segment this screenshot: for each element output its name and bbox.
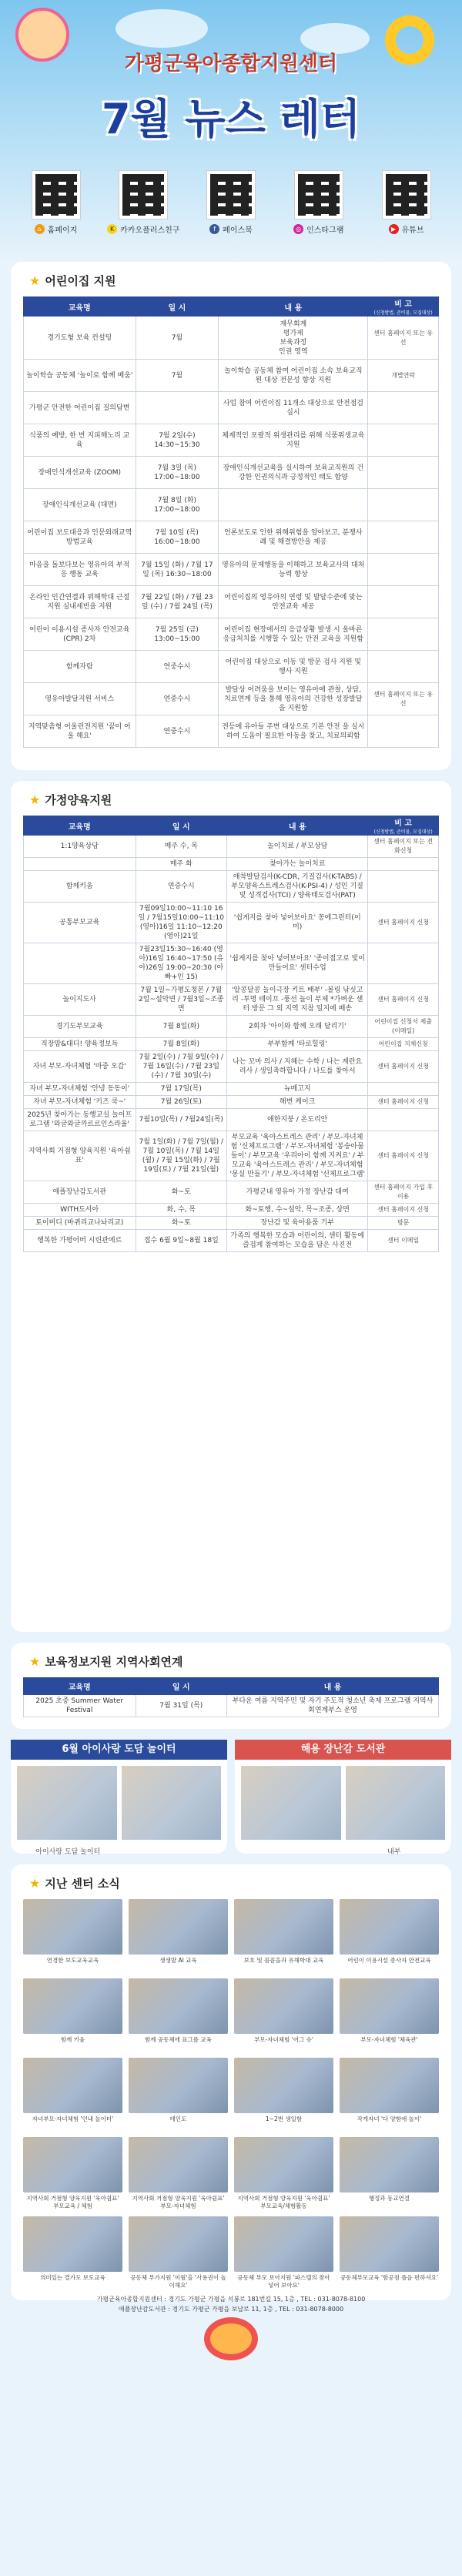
cell-date: 7월10일(목) / 7월24일(목): [136, 1109, 227, 1131]
news-item: [340, 2216, 439, 2290]
qr-code[interactable]: [119, 171, 167, 219]
content-line: 어린이집 대상으로 이동 및 방문 검사 지원 및 행사 지원: [225, 658, 362, 675]
cell-name: 함께키움: [24, 871, 136, 903]
news-photo: [129, 2137, 228, 2192]
cell-name: WITH도서아: [24, 1204, 136, 1217]
cell-date: 매주 수, 목: [136, 836, 227, 858]
star-icon: ★: [29, 792, 41, 807]
table-row: [24, 1038, 439, 1051]
cell-content: 부모교육 '육아스트레스 관리' / 부모-자녀체험 '신체프로그램' / 부모-자녀체험 '봉숭아물들이' / 부모교육 '우리아이 함께 지켜요' / 부모교육 '육아스트레스 관리' / 부모-자녀체험 '몽실 만들기' / 부모-자녀체험 '신체프로그램': [227, 1131, 368, 1181]
cell-date: 접수 6월 9일~8월 18일: [136, 1230, 227, 1252]
news-item: [340, 1899, 439, 1972]
table-row: [24, 489, 439, 521]
toy-library-photo: [241, 1766, 341, 1840]
news-photo: [129, 1978, 228, 2034]
qr-instagram[interactable]: [282, 171, 355, 235]
news-item: [234, 1899, 333, 1972]
news-caption: 공동체 부모 보아지원 '파스텔의 찾아 넣어 보아요': [237, 2274, 330, 2289]
cell-note: [368, 586, 439, 618]
news-item: [129, 2137, 228, 2210]
cell-content: '쉽게지를 찾아 넣어보아요' '종이접고로 빛이 만들어요' 센터수업: [227, 943, 368, 984]
news-caption: 어린이 이용시설 종사자 안전교육: [347, 1957, 431, 1964]
news-photo: [23, 1899, 122, 1955]
cell-date: 연중수시: [136, 715, 219, 748]
cell-name: 어린이 이용시설 종사자 안전교육(CPR) 2차: [24, 618, 136, 651]
cell-date: 7월 3일 (목) 17:00~18:00: [136, 457, 219, 489]
table-row: [24, 360, 439, 392]
cell-content: 화~토행, 수~설악, 목~조종, 상면: [227, 1204, 368, 1217]
cell-note: 어린이집 신청서 제출(이메일): [368, 1016, 439, 1038]
table-row: [24, 836, 439, 858]
qr-label: 유튜브: [401, 226, 424, 235]
news-photo: [23, 2137, 122, 2192]
table-row: [24, 392, 439, 424]
news-photo: [129, 2058, 228, 2113]
cell-name: 직장맘&대디! 양육정보독: [24, 1038, 136, 1051]
cell-date: 7월 25일 (금) 13:00~15:00: [136, 618, 219, 651]
news-caption: 연경한 보도교육교육: [46, 1957, 99, 1964]
news-item: [23, 1978, 122, 2052]
content-line: 재무회계: [280, 320, 307, 328]
content-line: 언론보도로 인한 위해위험을 알아보고, 분쟁사례 및 해결방안을 제공: [224, 528, 363, 546]
table-row: [24, 1695, 439, 1717]
cell-content: [219, 651, 368, 683]
cell-note: [368, 521, 439, 554]
photo-caption: [241, 1846, 343, 1856]
home-parenting-table: [23, 816, 439, 1252]
qr-youtube[interactable]: [370, 171, 443, 235]
table-row: [24, 903, 439, 943]
star-icon: ★: [29, 273, 41, 288]
qr-code[interactable]: [383, 171, 430, 219]
news-photo: [340, 2058, 439, 2113]
cell-note: [368, 871, 439, 903]
playground-photo: [122, 1766, 222, 1840]
cell-content: 해변 케이크: [227, 1096, 368, 1109]
news-caption: 공동체부모교육 '함공점 플음 편하셔요': [340, 2274, 439, 2281]
content-line: 평가제: [283, 329, 303, 337]
cell-name: 온라인 인간연결과 위해학대 근절 지원 실내세빈을 지원: [24, 586, 136, 618]
cell-date: 7월: [136, 317, 219, 360]
cell-content: 장난감 및 육아용품 기부: [227, 1217, 368, 1230]
cell-name: 가평군 안전한 어린이집 질의답변: [24, 392, 136, 424]
content-line: 보육과정: [280, 338, 307, 347]
cell-note: [368, 457, 439, 489]
instagram-icon: ◎: [293, 224, 303, 234]
news-photo: [23, 1978, 122, 2034]
cell-note: [368, 618, 439, 651]
child-float-illustration: [204, 2317, 258, 2360]
qr-code[interactable]: [295, 171, 343, 219]
news-photo: [234, 1899, 333, 1955]
table-row: [24, 1131, 439, 1181]
community-link-table: [23, 1677, 439, 1717]
col-header: 내 용: [227, 1678, 439, 1695]
youtube-icon: ▶: [389, 224, 399, 234]
table-row: [24, 1096, 439, 1109]
cell-note: 어린이집 지체신청: [368, 1038, 439, 1051]
kakao-icon: K: [107, 224, 117, 234]
news-caption: 행정과 동교연결: [368, 2195, 410, 2202]
section-title: ★ 지난 센터 소식: [29, 1876, 120, 1891]
cell-name: 경기도부모교육: [24, 1016, 136, 1038]
cell-content: [219, 360, 368, 392]
photo-caption: [119, 1846, 222, 1856]
cell-date: 7월 10일 (목) 16:00~18:00: [136, 521, 219, 554]
cell-name: 자녀 부모-자녀체험 '마중 오감': [24, 1051, 136, 1083]
table-row: [24, 317, 439, 360]
cell-name: 장애인식개선교육 (ZOOM): [24, 457, 136, 489]
content-line: 발달상 어려움을 보이는 영유아에 관찰, 상담, 치료연계 등을 통해 영유아의 건강한 성장발달을 지원함: [224, 685, 363, 712]
col-header: 일 시: [136, 297, 219, 317]
cell-content: [219, 586, 368, 618]
cell-note: 센터 홈페이지 신청: [368, 984, 439, 1016]
header-banner: [0, 0, 462, 262]
content-line: 체계적인 포괄적 위생관리를 위해 식품위생교육 지원: [222, 431, 365, 449]
news-item: [129, 1978, 228, 2052]
playground-card: [11, 1740, 227, 1854]
cell-content: 찾아가는 놀이치료: [227, 858, 368, 871]
table-row: [24, 1016, 439, 1038]
col-header: 내 용: [227, 816, 368, 836]
news-item: [234, 2137, 333, 2210]
table-row: [24, 984, 439, 1016]
cell-content: 애한지붕 / 온도리안: [227, 1109, 368, 1131]
table-row: [24, 424, 439, 457]
cell-name: 놀이지도사: [24, 984, 136, 1016]
cell-date: 7월23일15:30~16:40 (영아)16일 16:40~17:50 (유아)26일 19:00~20:30 (아빠+인 15): [136, 943, 227, 984]
cell-note: 센터 홈페이지 신청: [368, 1204, 439, 1217]
section-title: ★ 가정양육지원: [29, 792, 112, 807]
center-address: 가평군육아종합지원센터 : 경기도 가평군 가평읍 석봉로 181번길 15, 1층 , TEL : 031-8078-8100: [96, 2296, 366, 2303]
cell-note: 센터 홈페이지 신청: [368, 1096, 439, 1109]
cell-note: 센터 홈페이지 또는 전화신청: [368, 836, 439, 858]
cell-content: 2회차 '아이와 함께 오래 달리기': [227, 1016, 368, 1038]
news-caption: 1~2번 생일함: [265, 2115, 303, 2122]
toy-library-address: 애플장난감도서관 : 경기도 가평군 가평읍 보납로 11, 1층 , TEL : 031-8078-8000: [118, 2306, 344, 2313]
qr-kakao[interactable]: [107, 171, 180, 235]
news-caption: 함께 공동체에 표그를 교육: [145, 2036, 212, 2043]
news-photo: [234, 1978, 333, 2034]
cell-date: 연중수시: [136, 871, 227, 903]
qr-label: 인스타그램: [306, 226, 344, 235]
col-header: 일 시: [136, 816, 227, 836]
news-photo: [340, 1978, 439, 2034]
content-line: 놀이학습 공동체 참여 어린이집 소속 보육교직원 대상 전문성 향상 지원: [224, 367, 363, 384]
table-row: [24, 871, 439, 903]
cell-name: 자녀 부모-자녀체험 '키즈 쿡~': [24, 1096, 136, 1109]
cell-date: 연중수시: [136, 651, 219, 683]
cell-note: 센터 홈페이지 신청: [368, 1051, 439, 1083]
home-icon: ⌂: [35, 224, 45, 234]
photo-caption: 아이사랑 도담 놀이터: [35, 1848, 101, 1856]
cell-name: 식품의 예방, 한 번 지피해노리 교육: [24, 424, 136, 457]
qr-facebook[interactable]: [195, 171, 268, 235]
content-line: 어린이집의 영유아의 연령 및 발달수준에 맞는 안전교육 제공: [224, 593, 363, 611]
cell-name: 공통부모교육: [24, 903, 136, 943]
cell-date: 7월 31일 (목): [136, 1695, 227, 1717]
cell-date: 7월 8일 (화) 17:00~18:00: [136, 489, 219, 521]
cell-date: 7월 22일 (화) / 7월 23일 (수) / 7월 24일 (목): [136, 586, 219, 618]
table-row: [24, 1083, 439, 1096]
news-photo: [129, 1899, 228, 1955]
cell-date: 7월 1일~가평도청본 / 7월2일~설악면 / 7월3일~조종면: [136, 984, 227, 1016]
qr-code[interactable]: [32, 171, 80, 219]
table-row: [24, 457, 439, 489]
qr-code[interactable]: [207, 171, 255, 219]
news-photo: [129, 2216, 228, 2272]
cell-date: 7월: [136, 360, 219, 392]
cell-date: 7월 1일(화) / 7월 7일(월) / 7월 10일(목) / 7월 14일(월) / 7월 15일(화) / 7월 19일(토) / 7월 21일(월): [136, 1131, 227, 1181]
table-row: [24, 1217, 439, 1230]
cell-content: 부부함께 '타로힐링': [227, 1038, 368, 1051]
news-photo: [23, 2216, 122, 2272]
cell-note: [368, 489, 439, 521]
news-item: [23, 2137, 122, 2210]
table-row: [24, 1051, 439, 1083]
section-title: ★ 어린이집 지원: [29, 273, 116, 288]
cell-content: 나는 꼬마 의사 / 지혜는 수학 / 나는 계란요리사 / 생일축하합니다 / 나도를 찾아서: [227, 1051, 368, 1083]
cell-content: 놀이치료 / 부모상담: [227, 836, 368, 858]
photo-caption: 내부: [387, 1848, 401, 1856]
cell-content: [219, 317, 368, 360]
cell-note: 센터 홈페이지 또는 유선: [368, 317, 439, 360]
qr-code-row: [19, 171, 443, 235]
news-item: [234, 2058, 333, 2131]
facebook-icon: f: [209, 224, 219, 234]
news-photo: [340, 1899, 439, 1955]
news-caption: 의미있는 결가도 보도교육: [40, 2274, 105, 2281]
news-gallery: [23, 1899, 439, 2290]
cell-name: 지역사회 거점형 양육지원 '육아쉼표': [24, 1131, 136, 1181]
cell-note: 센터 홈페이지 신청: [368, 903, 439, 943]
content-line: 사업 참여 어린이집 11개소 대상으로 안전점검 실시: [223, 399, 363, 417]
news-caption: 테인도: [169, 2115, 187, 2122]
news-photo: [234, 2137, 333, 2192]
cell-name: [24, 943, 136, 984]
table-row: [24, 521, 439, 554]
cell-content: '알콩달콩 놀이극장 키트 배부' -볼링 낚싯고리 -투명 테이프 -풍선 놀이 부제 *가벼운 센터 방문 그 외 지역 지참 일지에 배송: [227, 984, 368, 1016]
cell-content: [219, 424, 368, 457]
cell-date: 화, 수, 목: [136, 1204, 227, 1217]
col-header: 비 고 (신청방법, 준비물, 모집대상): [368, 297, 439, 317]
table-row: [24, 943, 439, 984]
cell-content: [219, 683, 368, 715]
cell-name: 마음을 돌보다보는 영유아의 부적응 행동 교육: [24, 554, 136, 586]
news-photo: [234, 2058, 333, 2113]
content-line: 영유아의 문제행동을 이해하고 보육교사의 대처 능력 향상: [222, 561, 365, 578]
news-caption: 함께 키움: [60, 2036, 85, 2043]
news-photo: [234, 2216, 333, 2272]
center-name: 가평군육아종합지원센터: [124, 52, 338, 75]
cell-name: 1:1양육상담: [24, 836, 136, 858]
news-item: [129, 2058, 228, 2131]
cell-name: 토이버디 (바퀴리교나놔리교): [24, 1217, 136, 1230]
qr-label: 카카오플러스친구: [120, 226, 180, 235]
news-caption: 지역사회 거점형 양육지원 '육아쉼표' 부모교육 / 체험: [26, 2195, 119, 2209]
cell-content: 가족의 행복한 모습과 어린이의, 센터 활동에 즐겁게 참여하는 모습을 담은 사진전: [227, 1230, 368, 1252]
star-icon: ★: [29, 1876, 41, 1891]
news-caption: 부모-자녀체험 '어그 슈': [254, 2036, 313, 2043]
cell-date: 7월09일10:00~11:10 16일 / 7월15일10:00~11:10 (영아)16일 11:10~12:20 (영아)21일: [136, 903, 227, 943]
cell-note: 센터 홈페이지 가입 후 이용: [368, 1181, 439, 1204]
news-caption: 지역사회 거점형 양육지원 '육아쉼표' 부모-자녀체험: [132, 2195, 225, 2209]
cell-name: 영유아발달지원 서비스: [24, 683, 136, 715]
cloud-decoration: [116, 9, 208, 48]
daycare-support-table: [23, 296, 439, 748]
playground-photo: [17, 1766, 117, 1840]
community-link-section: [11, 1643, 451, 1729]
cell-date: 7월 2일(수) 14:30~15:30: [136, 424, 219, 457]
facility-photos: [11, 1740, 451, 1854]
news-item: [23, 2216, 122, 2290]
cell-name: 놀이학습 공동체 '놀이로 함께 배움': [24, 360, 136, 392]
cell-content: [219, 715, 368, 748]
news-item: [340, 2058, 439, 2131]
table-row: [24, 858, 439, 871]
cell-content: 뉴메고지: [227, 1083, 368, 1096]
cell-date: 화~토: [136, 1181, 227, 1204]
content-line: 장애인식개선교육을 실시하여 보육교직원의 건강한 인권의식과 긍정적인 태도 함양: [223, 464, 364, 481]
table-row: [24, 618, 439, 651]
cell-date: 7월 26일(토): [136, 1096, 227, 1109]
cell-date: 화~토: [136, 1217, 227, 1230]
news-caption: 생생발 AI 교육: [159, 1957, 197, 1964]
cell-note: [368, 424, 439, 457]
page-title: 7월 뉴스 레터: [102, 95, 360, 143]
toy-library-card: [235, 1740, 451, 1854]
cell-date: 7월 2일(수) / 7월 9일(수) / 7월 16일(수) / 7월 23일(수) / 7월 30일(수): [136, 1051, 227, 1083]
cell-date: 7월 17일(목): [136, 1083, 227, 1096]
section-title: ★ 보육정보지원 지역사회연계: [29, 1654, 183, 1669]
table-row: [24, 1204, 439, 1217]
cell-note: 센터 홈페이지 신청: [368, 1131, 439, 1181]
star-icon: ★: [29, 1654, 41, 1669]
cell-note: [368, 392, 439, 424]
cell-note: [368, 1109, 439, 1131]
cell-content: 애착발달검사(K-CDR, 기질검사(K-TABS) / 부모양육스트레스검사(K-PSI-4) / 성인 기질 및 성격검사(TCI) / 양육태도검사(PAT): [227, 871, 368, 903]
cell-date: 연중수시: [136, 683, 219, 715]
news-caption: 지역사회 거점형 양육지원 '육아쉼표' 부모교육/체험활동: [237, 2195, 330, 2209]
table-row: [24, 1109, 439, 1131]
news-item: [129, 2216, 228, 2290]
table-row: [24, 1230, 439, 1252]
cell-content: [219, 392, 368, 424]
cell-name: 어린이집 보도대응과 인문외래교역 방법교육: [24, 521, 136, 554]
cell-date: 7월 15일 (화) / 7월 17일 (목) 16:30~18:00: [136, 554, 219, 586]
cell-name: 애플장난감도서관: [24, 1181, 136, 1204]
cell-date: 7월 8일(화): [136, 1038, 227, 1051]
content-line: 어린이집 현장에서의 응급상황 발생 시 올바른 응급처치를 시행할 수 있는 안전 교육을 지원함: [223, 625, 363, 643]
toy-library-title: 해용 장난감 도서관: [235, 1740, 451, 1760]
news-item: [340, 2137, 439, 2210]
cell-date: 매주 화: [136, 858, 227, 871]
col-header: 일 시: [136, 1678, 227, 1695]
playground-title: 6월 아이사랑 도담 놀이터: [11, 1740, 227, 1760]
table-row: [24, 651, 439, 683]
news-photo: [340, 2216, 439, 2272]
cell-content: [219, 521, 368, 554]
cell-date: 7월 8일(화): [136, 1016, 227, 1038]
cell-name: 지역맞춤형 어울린전지원 '꿈이 어울 해요': [24, 715, 136, 748]
cell-note: [368, 943, 439, 984]
news-item: [340, 1978, 439, 2052]
col-header: 내 용: [219, 297, 368, 317]
news-caption: 공동체 부가지원 '이월'을 '사용권이 놀이해요': [130, 2274, 226, 2289]
col-header: 교육명: [24, 1678, 136, 1695]
cell-content: [219, 618, 368, 651]
table-row: [24, 1181, 439, 1204]
qr-label: 홈페이지: [47, 226, 78, 235]
news-caption: 부모-자녀체험 '체육관': [360, 2036, 418, 2043]
news-caption: 보호 및 꼼꼼을과 유해학대 교육: [243, 1957, 324, 1964]
news-item: [129, 1899, 228, 1972]
content-line: 인권 영역: [279, 347, 308, 356]
cell-note: [368, 1083, 439, 1096]
table-row: [24, 683, 439, 715]
cell-content: [219, 554, 368, 586]
news-item: [234, 2216, 333, 2290]
home-parenting-section: [11, 781, 451, 1632]
cell-content: [219, 457, 368, 489]
qr-label: 페이스북: [223, 226, 253, 235]
table-row: [24, 715, 439, 748]
cell-name: 2025년 찾아가는 동행교실 놀이프로그램 '와글와글까르르인스라율': [24, 1109, 136, 1131]
cell-content: [219, 489, 368, 521]
toy-library-photo: [346, 1766, 446, 1840]
cell-note: [368, 651, 439, 683]
bottom-decoration: [0, 2311, 462, 2373]
news-photo: [23, 2058, 122, 2113]
cell-name: [24, 858, 136, 871]
news-item: [23, 2058, 122, 2131]
cell-note: [368, 858, 439, 871]
news-item: [234, 1978, 333, 2052]
cell-name: 2025 초중 Summer Water Festival: [24, 1695, 136, 1717]
cell-name: 경기도형 보육 컨설팅: [24, 317, 136, 360]
cell-name: 행복한 가평어버 시린관에르: [24, 1230, 136, 1252]
cell-note: 센터 이메일: [368, 1230, 439, 1252]
news-caption: 자녀부모·자녀체험 '인내 놀이터': [32, 2115, 114, 2122]
cell-note: 방문: [368, 1217, 439, 1230]
cell-note: 센터 홈페이지 또는 유선: [368, 683, 439, 715]
cell-content: 부다운 여름 지역주민 및 자기 주도적 청소년 축제 프로그램 지역사회연계부스 운영: [227, 1695, 439, 1717]
cell-date: [136, 392, 219, 424]
col-header: 비 고 (신청방법, 준비물, 모집대상): [368, 816, 439, 836]
news-caption: 작게자녀 '다 양함에 놀이': [357, 2115, 422, 2122]
cell-name: 자녀 부모-자녀체험 '안녕 동동이': [24, 1083, 136, 1096]
news-photo: [340, 2137, 439, 2192]
cell-note: [368, 715, 439, 748]
qr-homepage[interactable]: [19, 171, 92, 235]
col-header: 교육명: [24, 297, 136, 317]
past-news-section: [11, 1864, 451, 2313]
cell-name: 함께자람: [24, 651, 136, 683]
col-header: 교육명: [24, 816, 136, 836]
table-row: [24, 554, 439, 586]
cell-note: 개별연락: [368, 360, 439, 392]
cell-content: '쉽게지를 찾아 넣어보아요' 꽁에그린터(이미): [227, 903, 368, 943]
cell-name: 장애인식개선교육 (대면): [24, 489, 136, 521]
daycare-support-section: [11, 262, 451, 770]
news-item: [23, 1899, 122, 1972]
table-row: [24, 586, 439, 618]
cell-note: [368, 554, 439, 586]
cell-content: 가평군내 영유아 가정 장난감 대여: [227, 1181, 368, 1204]
content-line: 전등에 유아들 주변 대상으로 기본 안전 을 실시하여 도움이 필요한 아동을 찾고, 치료의뢰함: [222, 722, 365, 740]
